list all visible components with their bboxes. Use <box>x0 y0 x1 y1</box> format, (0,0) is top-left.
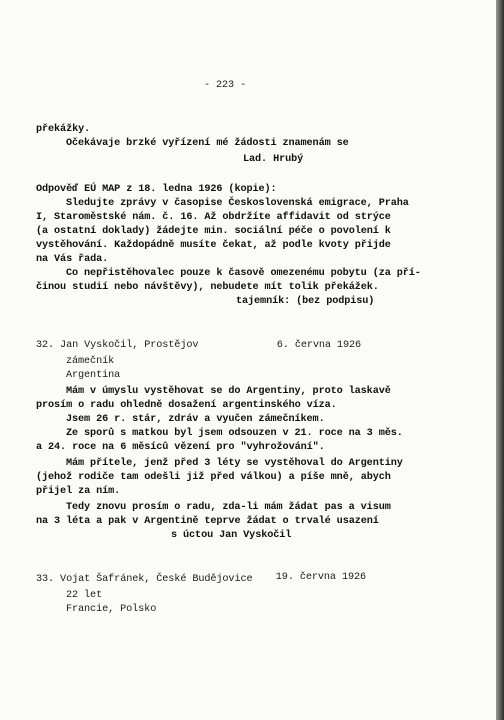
text-line: (a ostatní doklady) žádejte min. sociální péče o povolení k <box>36 226 391 237</box>
age: 22 let <box>66 590 103 601</box>
text-line: Ze sporů s matkou byl jsem odsouzen v 21. roce na 3 měs. <box>66 428 403 439</box>
text-line: Jsem 26 r. stár, zdráv a vyučen zámečníkem. <box>66 414 325 425</box>
signature-line: Lad. Hrubý <box>243 154 304 165</box>
text-line: na 3 léta a pak v Argentině teprve žádat o trvalé usazení <box>36 516 379 527</box>
text-line: Mám přítele, jenž před 3 léty se vystěhoval do Argentiny <box>66 458 403 469</box>
text-line: Mám v úmyslu vystěhovat se do Argentiny, proto laskavě <box>66 386 391 397</box>
page-edge-shadow <box>496 0 504 720</box>
text-line: překážky. <box>36 124 91 135</box>
entry-heading: 32. Jan Vyskočil, Prostějov <box>36 340 199 351</box>
entry-heading: 33. Vojat Šafránek, České Budějovice <box>36 574 253 585</box>
text-line: přijel za ním. <box>36 486 121 497</box>
occupation: zámečník <box>66 356 115 367</box>
text-line: činou studií nebo návštěvy), nebudete mít tolik překážek. <box>36 282 379 293</box>
text-line: Sledujte zprávy v časopise Československá emigrace, Praha <box>66 198 409 209</box>
text-line: I, Staroměstské nám. č. 16. Až obdržíte affidavit od strýce <box>36 212 391 223</box>
text-line: vystěhování. Každopádně musíte čekat, až podle kvoty přijde <box>36 240 391 251</box>
reply-heading: Odpověď EÚ MAP z 18. ledna 1926 (kopie): <box>36 184 277 195</box>
text-line: a 24. roce na 6 měsíců vězení pro "vyhrožování". <box>36 442 325 453</box>
entry-date: 19. června 1926 <box>275 572 366 583</box>
text-line: (jehož rodiče tam odešli již před válkou) a píše mně, abych <box>36 472 391 483</box>
text-line: Co nepřistěhovalec pouze k časově omezenému pobytu (za pří- <box>66 268 421 279</box>
entry-date: 6. června 1926 <box>276 340 361 351</box>
text-line: prosím o radu ohledně dosažení argentinského víza. <box>36 400 337 411</box>
signature-line: s úctou Jan Vyskočil <box>171 530 292 541</box>
destination: Francie, Polsko <box>66 604 157 615</box>
text-line: Tedy znovu prosím o radu, zda-li mám žádat pas a visum <box>66 502 391 513</box>
text-line: na Vás řada. <box>36 254 109 265</box>
text-line: Očekávaje brzké vyřízení mé žádosti znamenám se <box>66 138 349 149</box>
destination: Argentina <box>66 370 121 381</box>
signature-line: tajemník: (bez podpisu) <box>236 296 375 307</box>
page-number: - 223 - <box>204 80 247 91</box>
